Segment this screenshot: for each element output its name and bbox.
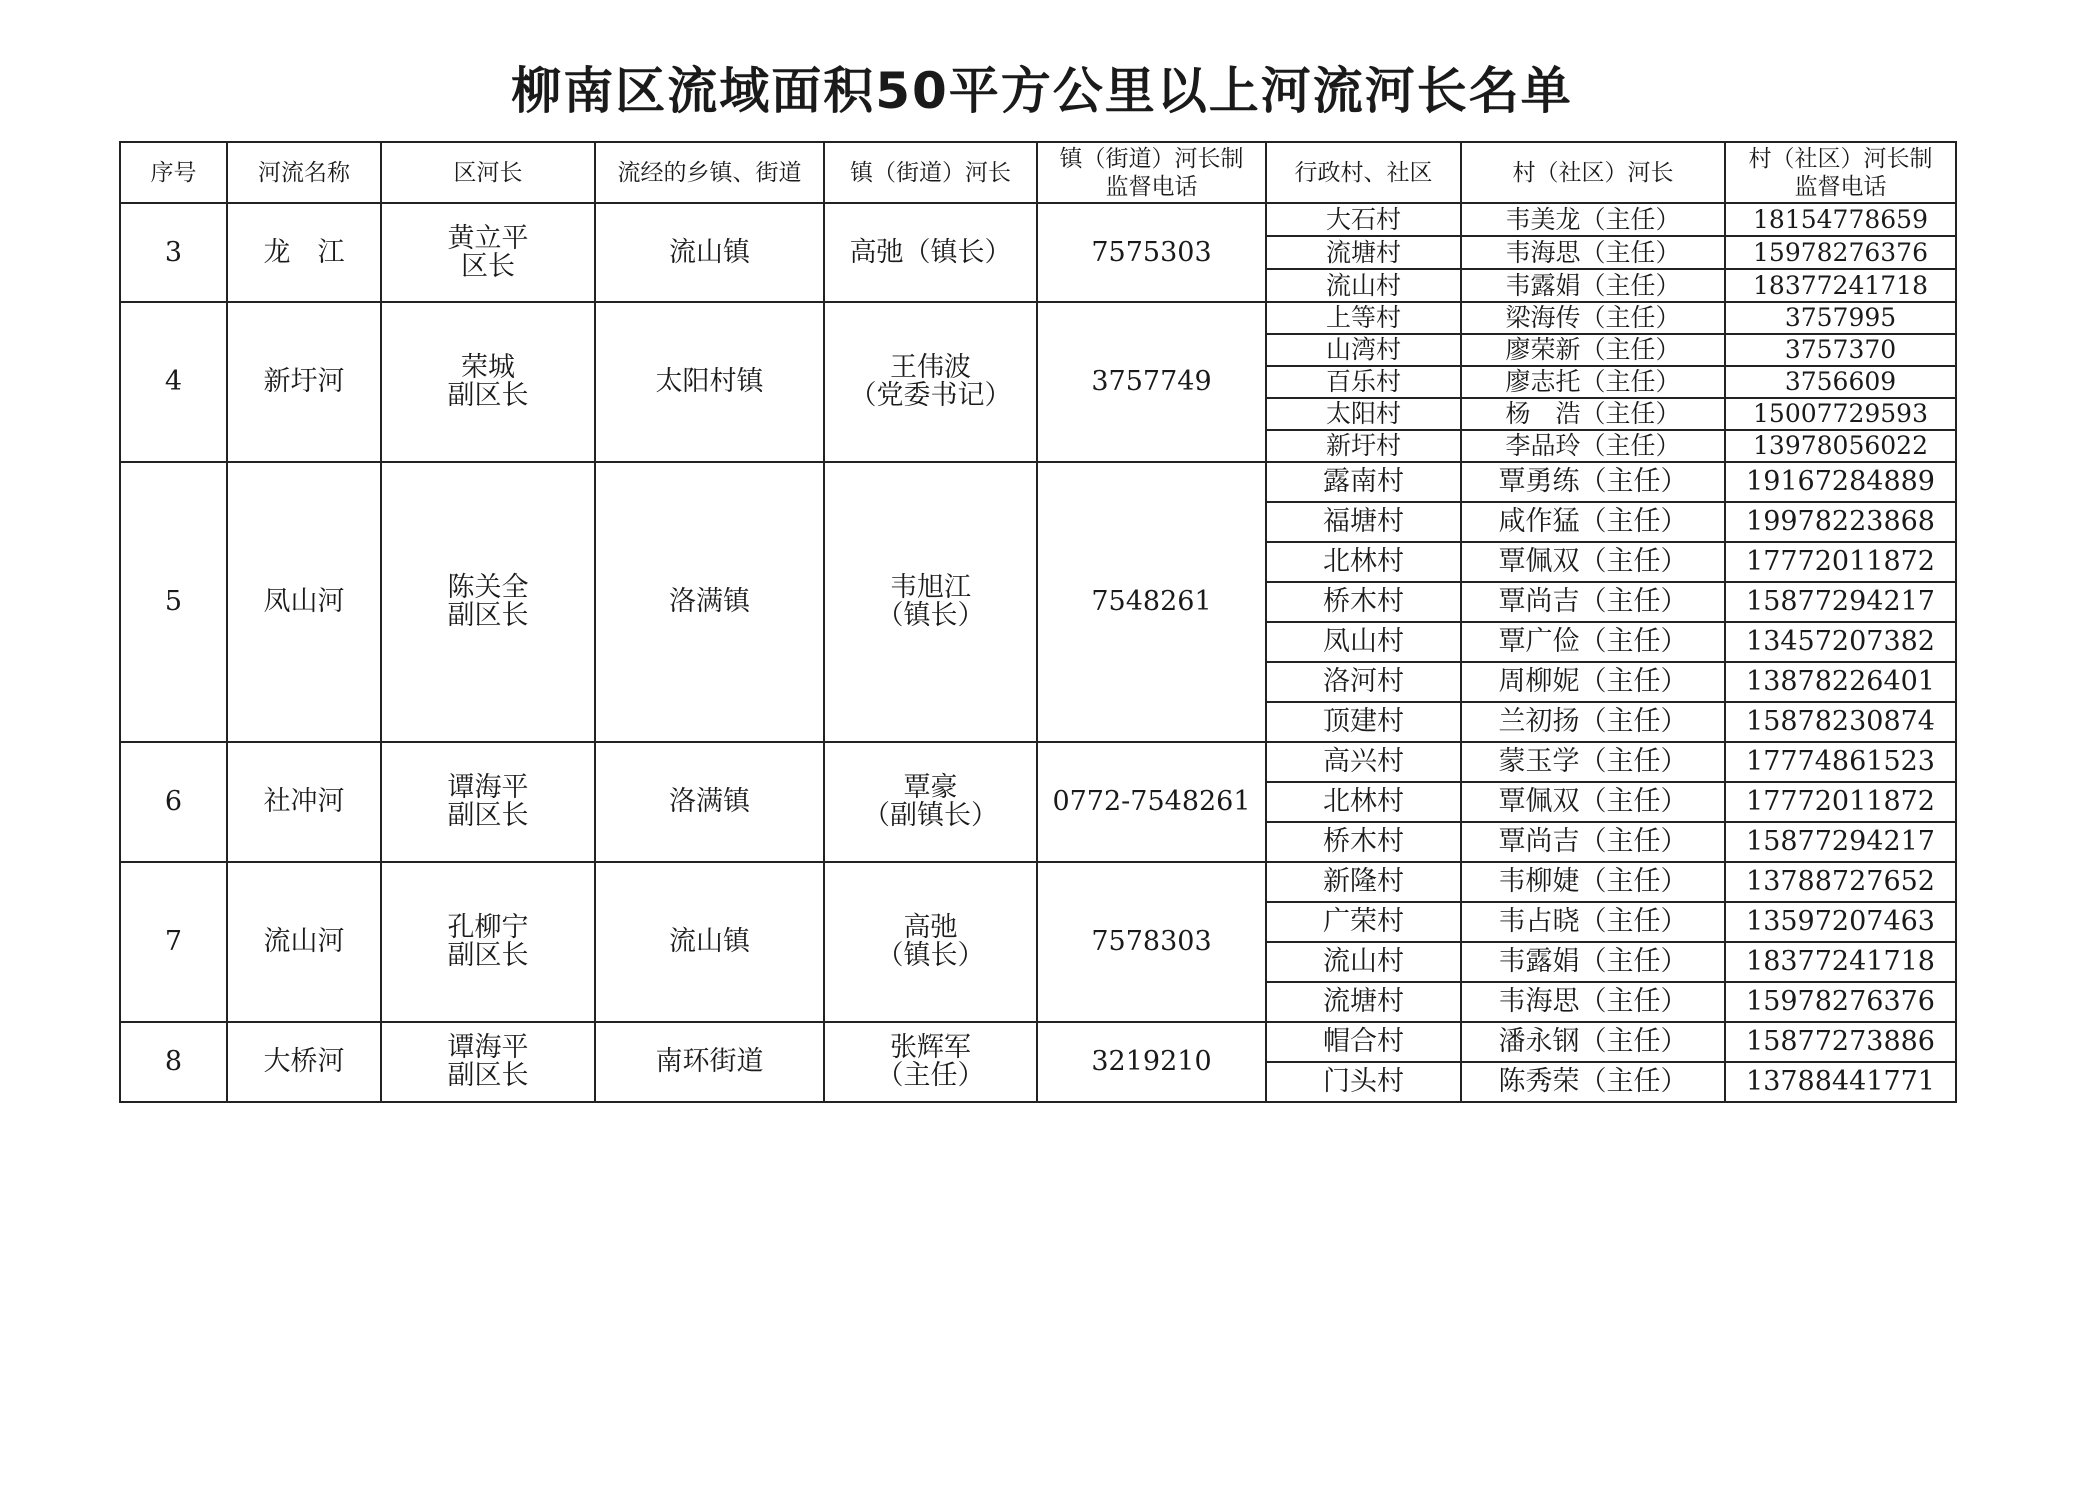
village-phone: 17772011872 [1725, 782, 1956, 822]
village-chief: 潘永钢（主任） [1461, 1022, 1725, 1062]
village-name: 广荣村 [1266, 902, 1461, 942]
village-phone: 13978056022 [1725, 430, 1956, 462]
header-village-phone-line1: 村（社区）河长制 [1748, 145, 1933, 172]
town-chief-name: 覃豪 [903, 772, 958, 803]
town-chief-cell [824, 1022, 1037, 1102]
village-chief: 覃尚吉（主任） [1461, 822, 1725, 862]
district-chief-cell [381, 203, 595, 302]
header-row [120, 142, 1956, 203]
district-chief-title: 副区长 [447, 600, 529, 631]
village-phone: 3756609 [1725, 366, 1956, 398]
village-chief: 韦海思（主任） [1461, 236, 1725, 269]
village-chief: 韦海思（主任） [1461, 982, 1725, 1022]
village-chief: 覃勇练（主任） [1461, 462, 1725, 502]
table-row [120, 1022, 1956, 1062]
village-name: 露南村 [1266, 462, 1461, 502]
village-chief: 韦露娟（主任） [1461, 942, 1725, 982]
river-name: 社冲河 [227, 742, 381, 862]
village-phone: 15978276376 [1725, 982, 1956, 1022]
town-chief-cell [824, 302, 1037, 462]
row-seq: 7 [120, 862, 227, 1022]
village-name: 北林村 [1266, 782, 1461, 822]
town-chief-title: （镇长） [876, 940, 985, 971]
village-phone: 19978223868 [1725, 502, 1956, 542]
header-towns: 流经的乡镇、街道 [595, 142, 824, 203]
river-name: 凤山河 [227, 462, 381, 742]
village-chief: 覃佩双（主任） [1461, 542, 1725, 582]
village-name: 流塘村 [1266, 236, 1461, 269]
header-village-phone [1725, 142, 1956, 203]
village-name: 新圩村 [1266, 430, 1461, 462]
table-header [120, 142, 1956, 203]
header-village-chief: 村（社区）河长 [1461, 142, 1725, 203]
district-chief-cell [381, 1022, 595, 1102]
village-name: 大石村 [1266, 203, 1461, 236]
header-town-chief: 镇（街道）河长 [824, 142, 1037, 203]
district-chief-cell [381, 862, 595, 1022]
village-name: 桥木村 [1266, 582, 1461, 622]
village-phone: 13788727652 [1725, 862, 1956, 902]
header-town-phone-line1: 镇（街道）河长制 [1059, 145, 1244, 172]
row-seq: 3 [120, 203, 227, 302]
district-chief-title: 副区长 [447, 940, 529, 971]
district-chief-name: 黄立平 [447, 222, 529, 254]
header-town-phone-line2: 监督电话 [1105, 173, 1198, 200]
village-chief: 韦占晓（主任） [1461, 902, 1725, 942]
town-phone: 0772-7548261 [1037, 742, 1266, 862]
river-name: 流山河 [227, 862, 381, 1022]
village-phone: 18377241718 [1725, 942, 1956, 982]
village-name: 百乐村 [1266, 366, 1461, 398]
town-chief-cell [824, 862, 1037, 1022]
town-chief-cell [824, 462, 1037, 742]
town-chief-title: （副镇长） [863, 800, 998, 831]
village-phone: 15007729593 [1725, 398, 1956, 430]
village-chief: 陈秀荣（主任） [1461, 1062, 1725, 1102]
header-seq: 序号 [120, 142, 227, 203]
district-chief-name: 孔柳宁 [447, 912, 529, 943]
town-name: 流山镇 [595, 862, 824, 1022]
village-name: 门头村 [1266, 1062, 1461, 1102]
district-chief-name: 荣城 [461, 352, 515, 383]
district-chief-title: 区长 [461, 250, 515, 282]
village-name: 新隆村 [1266, 862, 1461, 902]
village-name: 流塘村 [1266, 982, 1461, 1022]
town-chief-title: （党委书记） [849, 380, 1012, 411]
row-seq: 6 [120, 742, 227, 862]
village-chief: 覃尚吉（主任） [1461, 582, 1725, 622]
district-chief-title: 副区长 [447, 380, 529, 411]
table-row [120, 742, 1956, 782]
village-phone: 13788441771 [1725, 1062, 1956, 1102]
village-chief: 周柳妮（主任） [1461, 662, 1725, 702]
town-phone: 7575303 [1037, 203, 1266, 302]
village-phone: 3757995 [1725, 302, 1956, 334]
village-name: 高兴村 [1266, 742, 1461, 782]
village-chief: 李品玲（主任） [1461, 430, 1725, 462]
table-row [120, 462, 1956, 502]
header-district-chief: 区河长 [381, 142, 595, 203]
village-phone: 13597207463 [1725, 902, 1956, 942]
district-chief-cell [381, 462, 595, 742]
header-town-phone [1037, 142, 1266, 203]
row-seq: 8 [120, 1022, 227, 1102]
village-phone: 15877294217 [1725, 822, 1956, 862]
village-name: 北林村 [1266, 542, 1461, 582]
town-chief-title: （主任） [876, 1060, 985, 1091]
town-chief-name: 韦旭江 [890, 572, 971, 603]
village-name: 上等村 [1266, 302, 1461, 334]
village-phone: 13878226401 [1725, 662, 1956, 702]
district-chief-name: 陈关全 [447, 572, 529, 603]
town-name: 洛满镇 [595, 742, 824, 862]
village-chief: 覃佩双（主任） [1461, 782, 1725, 822]
village-name: 流山村 [1266, 942, 1461, 982]
village-phone: 17774861523 [1725, 742, 1956, 782]
village-phone: 15978276376 [1725, 236, 1956, 269]
table-row [120, 203, 1956, 236]
town-chief-cell [824, 742, 1037, 862]
town-chief-name: 高弛 [903, 912, 958, 943]
table-body [120, 203, 1956, 1102]
village-phone: 15877273886 [1725, 1022, 1956, 1062]
village-chief: 廖志托（主任） [1461, 366, 1725, 398]
document-title: 柳南区流域面积50平方公里以上河流河长名单 [511, 62, 1573, 120]
village-name: 凤山村 [1266, 622, 1461, 662]
town-chief-name: 王伟波 [890, 352, 971, 383]
town-phone: 7578303 [1037, 862, 1266, 1022]
village-name: 洛河村 [1266, 662, 1461, 702]
row-seq: 4 [120, 302, 227, 462]
town-phone: 7548261 [1037, 462, 1266, 742]
town-chief-name: 张辉军 [890, 1032, 971, 1063]
village-name: 太阳村 [1266, 398, 1461, 430]
village-phone: 3757370 [1725, 334, 1956, 366]
district-chief-cell [381, 742, 595, 862]
district-chief-title: 副区长 [447, 1060, 529, 1091]
village-chief: 兰初扬（主任） [1461, 702, 1725, 742]
row-seq: 5 [120, 462, 227, 742]
river-name: 大桥河 [227, 1022, 381, 1102]
town-name: 南环街道 [595, 1022, 824, 1102]
table-row [120, 862, 1956, 902]
header-village: 行政村、社区 [1266, 142, 1461, 203]
village-chief: 覃广俭（主任） [1461, 622, 1725, 662]
village-chief: 蒙玉学（主任） [1461, 742, 1725, 782]
town-name: 流山镇 [595, 203, 824, 302]
town-chief-title: （镇长） [876, 600, 985, 631]
village-name: 山湾村 [1266, 334, 1461, 366]
village-chief: 韦美龙（主任） [1461, 203, 1725, 236]
header-village-phone-line2: 监督电话 [1794, 173, 1887, 200]
river-name: 龙 江 [227, 203, 381, 302]
village-name: 福塘村 [1266, 502, 1461, 542]
village-phone: 18377241718 [1725, 269, 1956, 302]
town-name: 太阳村镇 [595, 302, 824, 462]
district-chief-cell [381, 302, 595, 462]
village-phone: 19167284889 [1725, 462, 1956, 502]
district-chief-title: 副区长 [447, 800, 529, 831]
village-chief: 梁海传（主任） [1461, 302, 1725, 334]
village-name: 流山村 [1266, 269, 1461, 302]
district-chief-name: 谭海平 [447, 1032, 529, 1063]
village-phone: 13457207382 [1725, 622, 1956, 662]
district-chief-name: 谭海平 [447, 772, 529, 803]
village-phone: 18154778659 [1725, 203, 1956, 236]
village-chief: 杨 浩（主任） [1461, 398, 1725, 430]
village-name: 桥木村 [1266, 822, 1461, 862]
town-name: 洛满镇 [595, 462, 824, 742]
table-row [120, 302, 1956, 334]
town-phone: 3219210 [1037, 1022, 1266, 1102]
village-phone: 17772011872 [1725, 542, 1956, 582]
village-chief: 韦柳婕（主任） [1461, 862, 1725, 902]
village-chief: 韦露娟（主任） [1461, 269, 1725, 302]
river-chief-roster-table [119, 141, 1957, 1103]
village-chief: 咸作猛（主任） [1461, 502, 1725, 542]
town-chief-cell [824, 203, 1037, 302]
village-phone: 15877294217 [1725, 582, 1956, 622]
header-river-name: 河流名称 [227, 142, 381, 203]
village-name: 顶建村 [1266, 702, 1461, 742]
town-chief-name: 高弛（镇长） [849, 236, 1012, 268]
town-phone: 3757749 [1037, 302, 1266, 462]
village-chief: 廖荣新（主任） [1461, 334, 1725, 366]
village-name: 帽合村 [1266, 1022, 1461, 1062]
river-name: 新圩河 [227, 302, 381, 462]
village-phone: 15878230874 [1725, 702, 1956, 742]
